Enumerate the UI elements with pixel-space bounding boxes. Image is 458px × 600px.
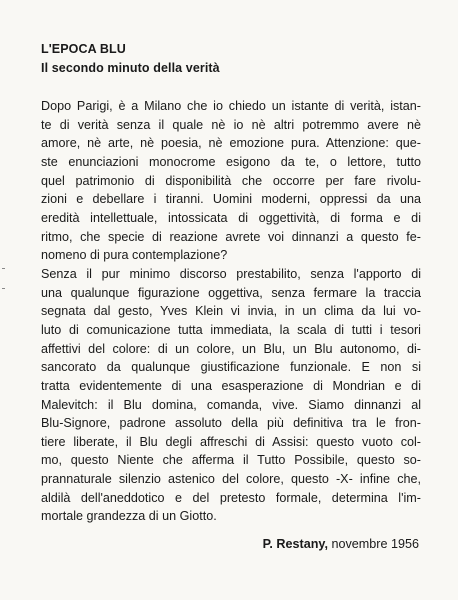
document-subtitle: Il secondo minuto della verità (41, 61, 220, 75)
text-line: Blu-Signore, padrone assoluto della più definitiva tra le fron- (41, 416, 421, 431)
text-line: ste enunciazioni monocrome esigono da te, o lettore, tutto (41, 154, 421, 169)
text-line: aldilà dell'aneddotico e del pretesto formale, determina l'im- (41, 490, 421, 505)
body-text (41, 97, 421, 526)
edge-mark (2, 288, 5, 289)
text-line: amore, nè arte, nè poesia, nè emozione pura. Attenzione: que- (41, 136, 421, 151)
text-line: tratta evidentemente di una esasperazione di Mondrian e di (41, 378, 421, 393)
text-line: te di verità senza il quale nè io nè altri potremmo avere nè (41, 117, 421, 132)
text-line: prannaturale silenzio astenico del colore, questo -X- infine che, (41, 472, 421, 487)
text-line: quel patrimonio di disponibilità che occorre per fare rivolu- (41, 173, 421, 188)
text-line: luto di comunicazione tutta immediata, la scala di tutti i tesori (41, 322, 421, 337)
text-line: nomeno di pura contemplazione? (41, 248, 228, 263)
text-line: zioni e debellare i tiranni. Uomini moderni, oppressi da una (41, 192, 421, 207)
text-line: segnata dal gesto, Yves Klein vi invia, in un clima da lui vo- (41, 304, 421, 319)
text-line: affettivi del colore: di un colore, un Blu, un Blu autonomo, di- (41, 341, 421, 356)
text-line: Senza il pur minimo discorso prestabilito, senza l'apporto di (41, 266, 421, 281)
text-line: tiere liberate, il Blu degli affreschi di Assisi: questo vuoto col- (41, 434, 421, 449)
text-line: sancorato da qualunque giustificazione funzionale. E non si (41, 360, 421, 375)
text-line: eredità intellettuale, intossicata di oggettività, di forma e di (41, 210, 421, 225)
text-line: Malevitch: il Blu domina, comanda, vive. Siamo dinnanzi al (41, 397, 421, 412)
edge-mark (2, 268, 5, 269)
text-line: mo, questo Niente che afferma il Tutto Possibile, questo so- (41, 453, 421, 468)
text-line: mortale grandezza di un Giotto. (41, 509, 217, 524)
text-line: una qualunque figurazione oggettiva, senza fermare la traccia (41, 285, 421, 300)
document-title: L'EPOCA BLU (41, 42, 126, 56)
text-line: ritmo, che specie di reazione avrete voi dinnanzi a questo fe- (41, 229, 421, 244)
text-line: Dopo Parigi, è a Milano che io chiedo un istante di verità, istan- (41, 99, 421, 113)
heading-block (41, 40, 421, 78)
signature-line (263, 535, 419, 553)
author-name: P. Restany, (262, 537, 328, 551)
signature-date: novembre 1956 (327, 537, 419, 551)
